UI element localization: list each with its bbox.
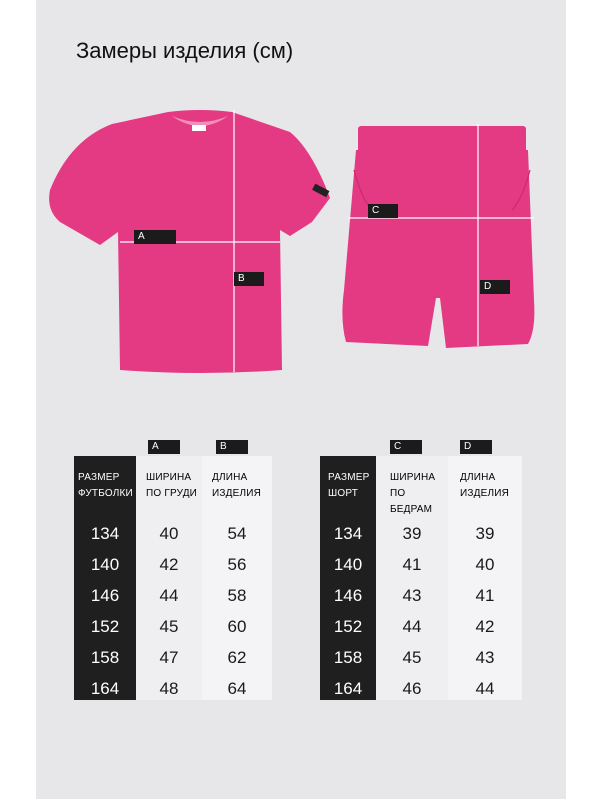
table-cell: 44 [475, 679, 495, 698]
table-cell: 41 [475, 586, 495, 605]
table-cell: 44 [402, 617, 422, 636]
table-cell: 54 [227, 524, 247, 543]
table-cell: 60 [227, 617, 247, 636]
tshirt-col-b-tag: B [216, 440, 248, 454]
shorts-illustration [342, 124, 534, 348]
shorts-length-header-line2: ИЗДЕЛИЯ [460, 488, 510, 499]
table-cell: 140 [333, 555, 363, 574]
shorts-length-column [448, 456, 522, 700]
table-cell: 46 [402, 679, 422, 698]
table-cell: 47 [159, 648, 179, 667]
table-cell: 40 [159, 524, 179, 543]
table-cell: 158 [90, 648, 120, 667]
table-cell: 146 [90, 586, 120, 605]
table-cell: 140 [90, 555, 120, 574]
shorts-hip-header-line2: ПО БЕДРАМ [390, 488, 433, 515]
tshirt-size-header-line2: ФУТБОЛКИ [78, 488, 133, 499]
table-cell: 146 [333, 586, 363, 605]
shorts-size-column [320, 456, 376, 700]
shorts-size-header-line2: ШОРТ [328, 488, 359, 499]
table-cell: 42 [475, 617, 495, 636]
tshirt-col-a-tag: A [148, 440, 180, 454]
shorts-shape [342, 150, 534, 348]
table-cell: 134 [90, 524, 120, 543]
tshirt-chest-header-line2: ПО ГРУДИ [146, 488, 198, 499]
table-cell: 42 [159, 555, 179, 574]
table-cell: 41 [402, 555, 422, 574]
tshirt-length-column [202, 456, 272, 700]
table-cell: 58 [227, 586, 247, 605]
shorts-size-header-line1: РАЗМЕР [328, 472, 370, 483]
tshirt-chest-column [136, 456, 202, 700]
tshirt-size-column [74, 456, 136, 700]
table-cell: 44 [159, 586, 179, 605]
tshirt-length-header-line1: ДЛИНА [212, 472, 248, 483]
table-cell: 45 [402, 648, 422, 667]
label-a: A [134, 230, 176, 244]
table-cell: 164 [333, 679, 363, 698]
page-title: Замеры изделия (см) [76, 38, 294, 63]
table-cell: 45 [159, 617, 179, 636]
shorts-size-table [320, 440, 530, 740]
tshirt-size-table [74, 440, 278, 740]
table-cell: 152 [90, 617, 120, 636]
shorts-waistband [358, 126, 526, 154]
label-b: B [234, 272, 264, 286]
shorts-length-header-line1: ДЛИНА [460, 472, 496, 483]
tshirt-size-header-line1: РАЗМЕР [78, 472, 120, 483]
table-cell: 43 [475, 648, 495, 667]
table-cell: 152 [333, 617, 363, 636]
table-cell: 164 [90, 679, 120, 698]
table-cell: 64 [227, 679, 247, 698]
label-c: C [368, 204, 398, 218]
shorts-hip-column [376, 456, 448, 700]
table-cell: 43 [402, 586, 422, 605]
table-cell: 39 [475, 524, 495, 543]
table-cell: 48 [159, 679, 179, 698]
shorts-col-d-tag: D [460, 440, 492, 454]
tshirt-illustration [49, 110, 330, 373]
tshirt-length-header-line2: ИЗДЕЛИЯ [212, 488, 262, 499]
table-cell: 56 [227, 555, 247, 574]
table-cell: 134 [333, 524, 363, 543]
table-cell: 39 [402, 524, 422, 543]
tshirt-chest-header-line1: ШИРИНА [146, 472, 192, 483]
label-d: D [480, 280, 510, 294]
table-cell: 40 [475, 555, 495, 574]
table-cell: 62 [227, 648, 247, 667]
tshirt-label-tag [192, 125, 206, 131]
shorts-hip-header-line1: ШИРИНА [390, 472, 436, 483]
table-cell: 158 [333, 648, 363, 667]
shorts-col-c-tag: C [390, 440, 422, 454]
